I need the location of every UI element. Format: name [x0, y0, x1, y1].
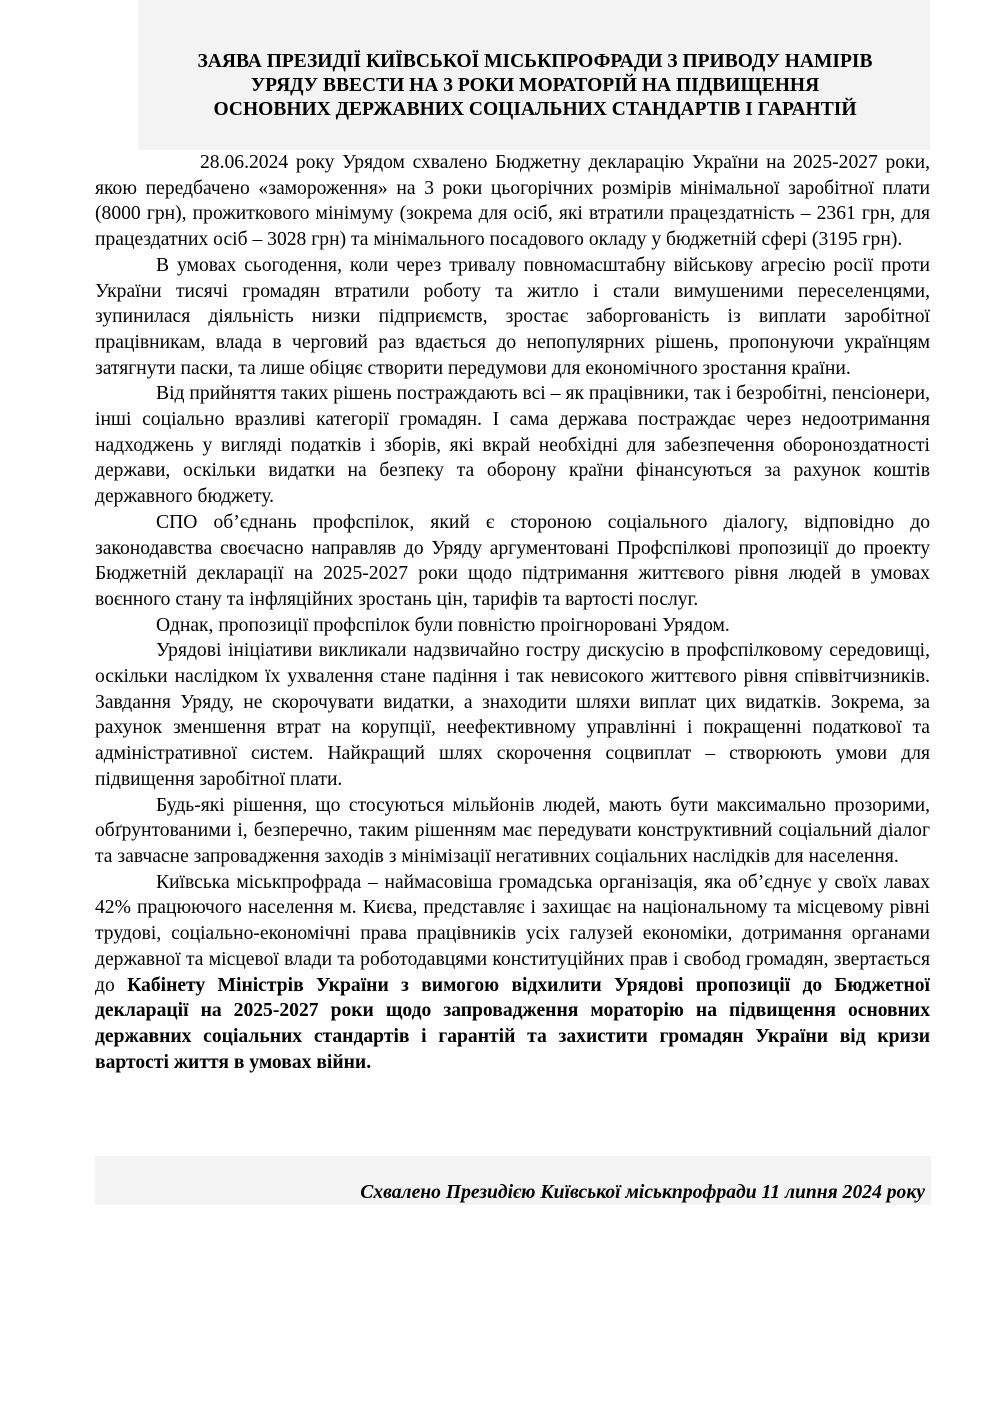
paragraph: Однак, пропозиції профспілок були повністю проігноровані Урядом. [156, 614, 730, 636]
approval-signature: Схвалено Президією Київської міськпрофради 11 липня 2024 року [360, 1182, 925, 1203]
paragraph: Від прийняття таких рішень постраждають всі – як працівники, так і безробітні, пенсіонери, інші соціально вразливі категорії громадян. І сама держава постраждає через недоотримання надходжень у вигляді податків і зборів, які вкрай необхідні для забезпечення обороноздатності держави, оскільки видатки на безпеку та оборону країни фінансуються за рахунок коштів державного бюджету. [95, 383, 930, 508]
paragraph: Урядові ініціативи викликали надзвичайно гостру дискусію в профспілковому середовищі, оскільки наслідком їх ухвалення стане падіння і так невисокого життєвого рівня співвітчизників. Завдання Уряду, не скорочувати видатки, а знаходити шляхи виплат цих видатків. Зокрема, за рахунок зменшення втрат на корупції, неефективному управлінні і покращенні податкової та адміністративної систем. Найкращий шлях скорочення соцвиплат – створюють умови для підвищення заробітної плати. [95, 640, 930, 790]
title-line: ОСНОВНИХ ДЕРЖАВНИХ СОЦІАЛЬНИХ СТАНДАРТІВ І ГАРАНТІЙ [213, 99, 857, 120]
final-paragraph-demand: Кабінету Міністрів України з вимогою відхилити Урядові пропозиції до Бюджетної декларації на 2025-2027 роки щодо запровадження мораторію на підвищення основних державних соціальних стандартів і гарантій та захистити громадян України від кризи вартості життя в умовах війни. [95, 974, 930, 1073]
document-title [140, 50, 930, 122]
final-paragraph [95, 870, 930, 1076]
paragraph: СПО об’єднань профспілок, який є стороною соціального діалогу, відповідно до законодавства своєчасно направляв до Уряду аргументовані Профспілкові пропозиції до проекту Бюджетній декларації на 2025-2027 роки щодо підтримання життєвого рівня людей в умовах воєнного стану та інфляційних зростань цін, тарифів та вартості послуг. [95, 511, 930, 610]
paragraph: В умовах сьогодення, коли через тривалу повномасштабну військову агресію росії проти України тисячі громадян втратили роботу та житло і стали вимушеними переселенцями, зупинилася діяльність низки підприємств, зростає заборгованість із виплати заробітної працівникам, влада в черговий раз вдається до непопулярних рішень, пропонуючи українцям затягнути паски, та лише обіцяє створити передумови для економічного зростання країни. [95, 254, 930, 379]
paragraph: Будь-які рішення, що стосуються мільйонів людей, мають бути максимально прозорими, обґрунтованими і, безперечно, таким рішенням має передувати конструктивний соціальний діалог та завчасне запровадження заходів з мінімізації негативних соціальних наслідків для населення. [95, 794, 930, 867]
paragraph: 28.06.2024 року Урядом схвалено Бюджетну декларацію України на 2025-2027 роки, якою передбачено «замороження» на 3 роки цьогорічних розмірів мінімальної заробітної плати (8000 грн), прожиткового мінімуму (зокрема для осіб, які втратили працездатність – 2361 грн, для працездатних осіб – 3028 грн) та мінімального посадового окладу у бюджетній сфері (3195 грн). [95, 152, 930, 251]
final-paragraph-text: Київська міськпрофрада – наймасовіша громадська організація, яка об’єднує у своїх лавах 42% працюючого населення м. Києва, представляє і захищає на національному та місцевому рівні трудові, соціально-економічні права працівників усіх галузей економіки, дотримання органами державної та місцевої влади та роботодавцями конституційних прав і свобод громадян, звертається до [95, 871, 930, 996]
title-line: ЗАЯВА ПРЕЗИДІЇ КИЇВСЬКОЇ МІСЬКПРОФРАДИ З ПРИВОДУ НАМІРІВ [197, 51, 873, 72]
document-body [95, 150, 930, 1075]
title-line: УРЯДУ ВВЕСТИ НА 3 РОКИ МОРАТОРІЙ НА ПІДВИЩЕННЯ [250, 75, 820, 96]
